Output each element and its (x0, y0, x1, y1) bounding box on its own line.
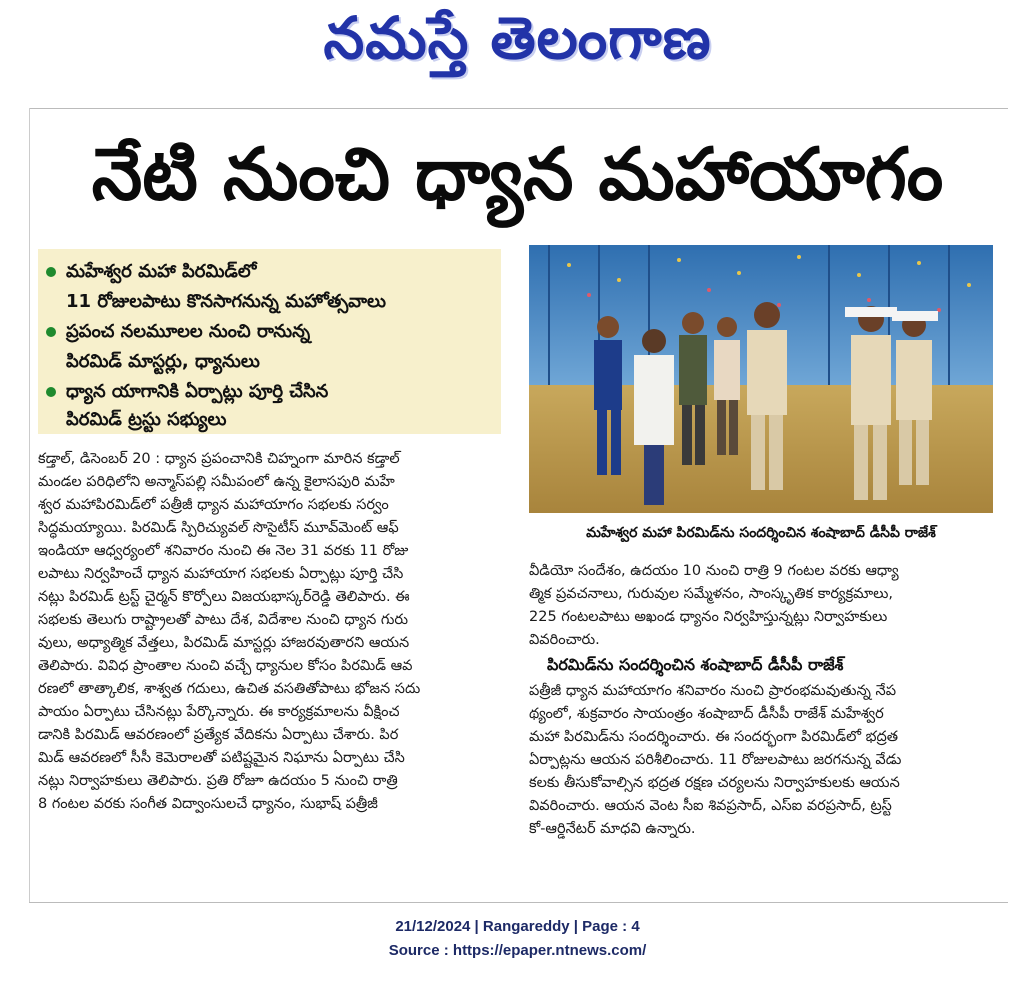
body-line: త్మిక ప్రవచనాలు, గురువుల సమ్మేళనం, సాంస్కృతిక కార్యక్రమాలు, (529, 586, 894, 602)
body-line: లపాటు నిర్వహించే ధ్యాన మహాయాగ సభలకు ఏర్పాట్లు పూర్తి చేసి (38, 566, 404, 582)
article-headline: నేటి నుంచి ధ్యాన మహాయాగం (91, 132, 944, 216)
article-body-right-column (529, 560, 994, 841)
body-line: మహా పిరమిడ్‌ను సందర్శించారు. ఈ సందర్భంగా పిరమిడ్‌లో భద్రత (529, 729, 899, 745)
footer-source-link[interactable]: Source : https://epaper.ntnews.com/ (388, 942, 647, 959)
body-line: కో-ఆర్డినేటర్ మాధవి ఉన్నారు. (529, 821, 696, 837)
body-line: నట్లు పిరమిడ్ ట్రస్ట్ చైర్మన్ కొర్పోలు విజయభాస్కర్‌రెడ్డి తెలిపారు. ఈ (38, 589, 410, 605)
body-line: మండల పరిధిలోని అన్మాస్‌పల్లి సమీపంలో ఉన్న కైలాసపురి మహే (38, 474, 395, 490)
body-line: నట్లు నిర్వాహకులు తెలిపారు. ప్రతి రోజూ ఉదయం 5 నుంచి రాత్రి (38, 773, 398, 789)
body-line: వులు, అధ్యాత్మిక వేత్తలు, పిరమిడ్ మాస్టర్లు హాజరవుతారని ఆయన (38, 635, 410, 651)
body-line: రణలో తాత్కాలిక, శాశ్వత గదులు, ఉచిత వసతితోపాటు భోజన సదు (38, 681, 421, 697)
photo-illustration (529, 245, 993, 513)
body-line: డానికి పిరమిడ్ ఆవరణంలో ప్రత్యేక వేదికను ఏర్పాటు చేశారు. పిర (38, 727, 399, 743)
body-line: పాయం ఏర్పాటు చేసినట్లు పేర్కొన్నారు. ఈ కార్యక్రమాలను వీక్షించ (38, 704, 400, 720)
body-line: వీడియో సందేశం, ఉదయం 10 నుంచి రాత్రి 9 గంటల వరకు ఆధ్యా (529, 563, 899, 579)
body-line: వివరించారు. ఆయన వెంట సీఐ శివప్రసాద్, ఎస్ఐ వరప్రసాద్, ట్రస్ట్ (529, 798, 892, 814)
footer-date-edition: 21/12/2024 | Rangareddy | Page : 4 (395, 918, 640, 935)
body-line: శ్వర మహాపిరమిడ్‌లో పత్రీజీ ధ్యాన మహాయాగం సభలకు సర్వం (38, 497, 389, 513)
highlights-box: మహేశ్వర మహా పిరమిడ్‌లో 11 రోజులపాటు కొనసాగనున్న మహోత్సవాలు ప్రపంచ నలమూలల నుంచి రానున్న పిరమిడ్ మాస్టర్లు, ధ్యానులు ధ్యాన యాగానికి ఏర్పాట్లు పూర్తి చేసిన పిరమిడ్ ట్రస్టు సభ్యులు (38, 249, 501, 434)
masthead-title: నమస్తే తెలంగాణ (323, 4, 712, 72)
body-line: మిడ్ ఆవరణలో సీసీ కెమెరాలతో పటిష్టమైన నిఘాను ఏర్పాటు చేసి (38, 750, 405, 766)
bullet-icon (46, 327, 56, 337)
body-line: 225 గంటలపాటు అఖండ ధ్యానం నిర్వహిస్తున్నట్లు నిర్వాహకులు (529, 609, 888, 625)
body-line: కలకు తీసుకోవాల్సిన భద్రత రక్షణ చర్యలను నిర్వాహకులకు ఆయన (529, 775, 900, 791)
body-line: సభలకు తెలుగు రాష్ట్రాలతో పాటు దేశ, విదేశాల నుంచి ధ్యాన గురు (38, 612, 408, 628)
photo-caption: మహేశ్వర మహా పిరమిడ్‌ను సందర్శించిన శంషాబాద్ డీసీపీ రాజేశ్ (586, 525, 936, 541)
body-line: ఇండియా ఆధ్వర్యంలో శనివారం నుంచి ఈ నెల 31 వరకు 11 రోజు (38, 543, 409, 559)
article-subheading: పిరమిడ్‌ను సందర్శించిన శంషాబాద్ డీసీపీ రాజేశ్ (547, 655, 844, 674)
body-line: కడ్తాల్, డిసెంబర్ 20 : ధ్యాన ప్రపంచానికి చిహ్నంగా మారిన కడ్తాల్ (38, 451, 400, 467)
body-line: ఏర్పాట్లను ఆయన పరిశీలించారు. 11 రోజులపాటు జరగనున్న వేడు (529, 752, 902, 768)
body-line: థ్యంలో, శుక్రవారం సాయంత్రం శంషాబాద్ డీసీపీ రాజేశ్ మహేశ్వర (529, 706, 884, 722)
body-line: సిద్ధమయ్యాయి. పిరమిడ్ స్పిరిచ్యువల్ సొసైటీస్ మూవ్‌మెంట్ ఆఫ్ (38, 520, 399, 536)
body-line: తెలిపారు. వివిధ ప్రాంతాల నుంచి వచ్చే ధ్యానుల కోసం పిరమిడ్ ఆవ (38, 658, 413, 674)
article-frame-left (29, 108, 30, 903)
bullet-icon (46, 387, 56, 397)
article-frame-top (29, 108, 1008, 109)
article-body-left-column (38, 448, 503, 816)
body-line: 8 గంటల వరకు సంగీత విద్వాంసులచే ధ్యానం, సుభాష్ పత్రీజీ (38, 796, 378, 812)
bullet-icon (46, 267, 56, 277)
newspaper-masthead (0, 0, 1035, 90)
body-line: వివరించారు. (529, 632, 600, 648)
body-line: పత్రీజీ ధ్యాన మహాయాగం శనివారం నుంచి ప్రారంభమవుతున్న నేప (529, 683, 897, 699)
news-photo (529, 245, 993, 513)
article-frame-bottom (29, 902, 1008, 903)
